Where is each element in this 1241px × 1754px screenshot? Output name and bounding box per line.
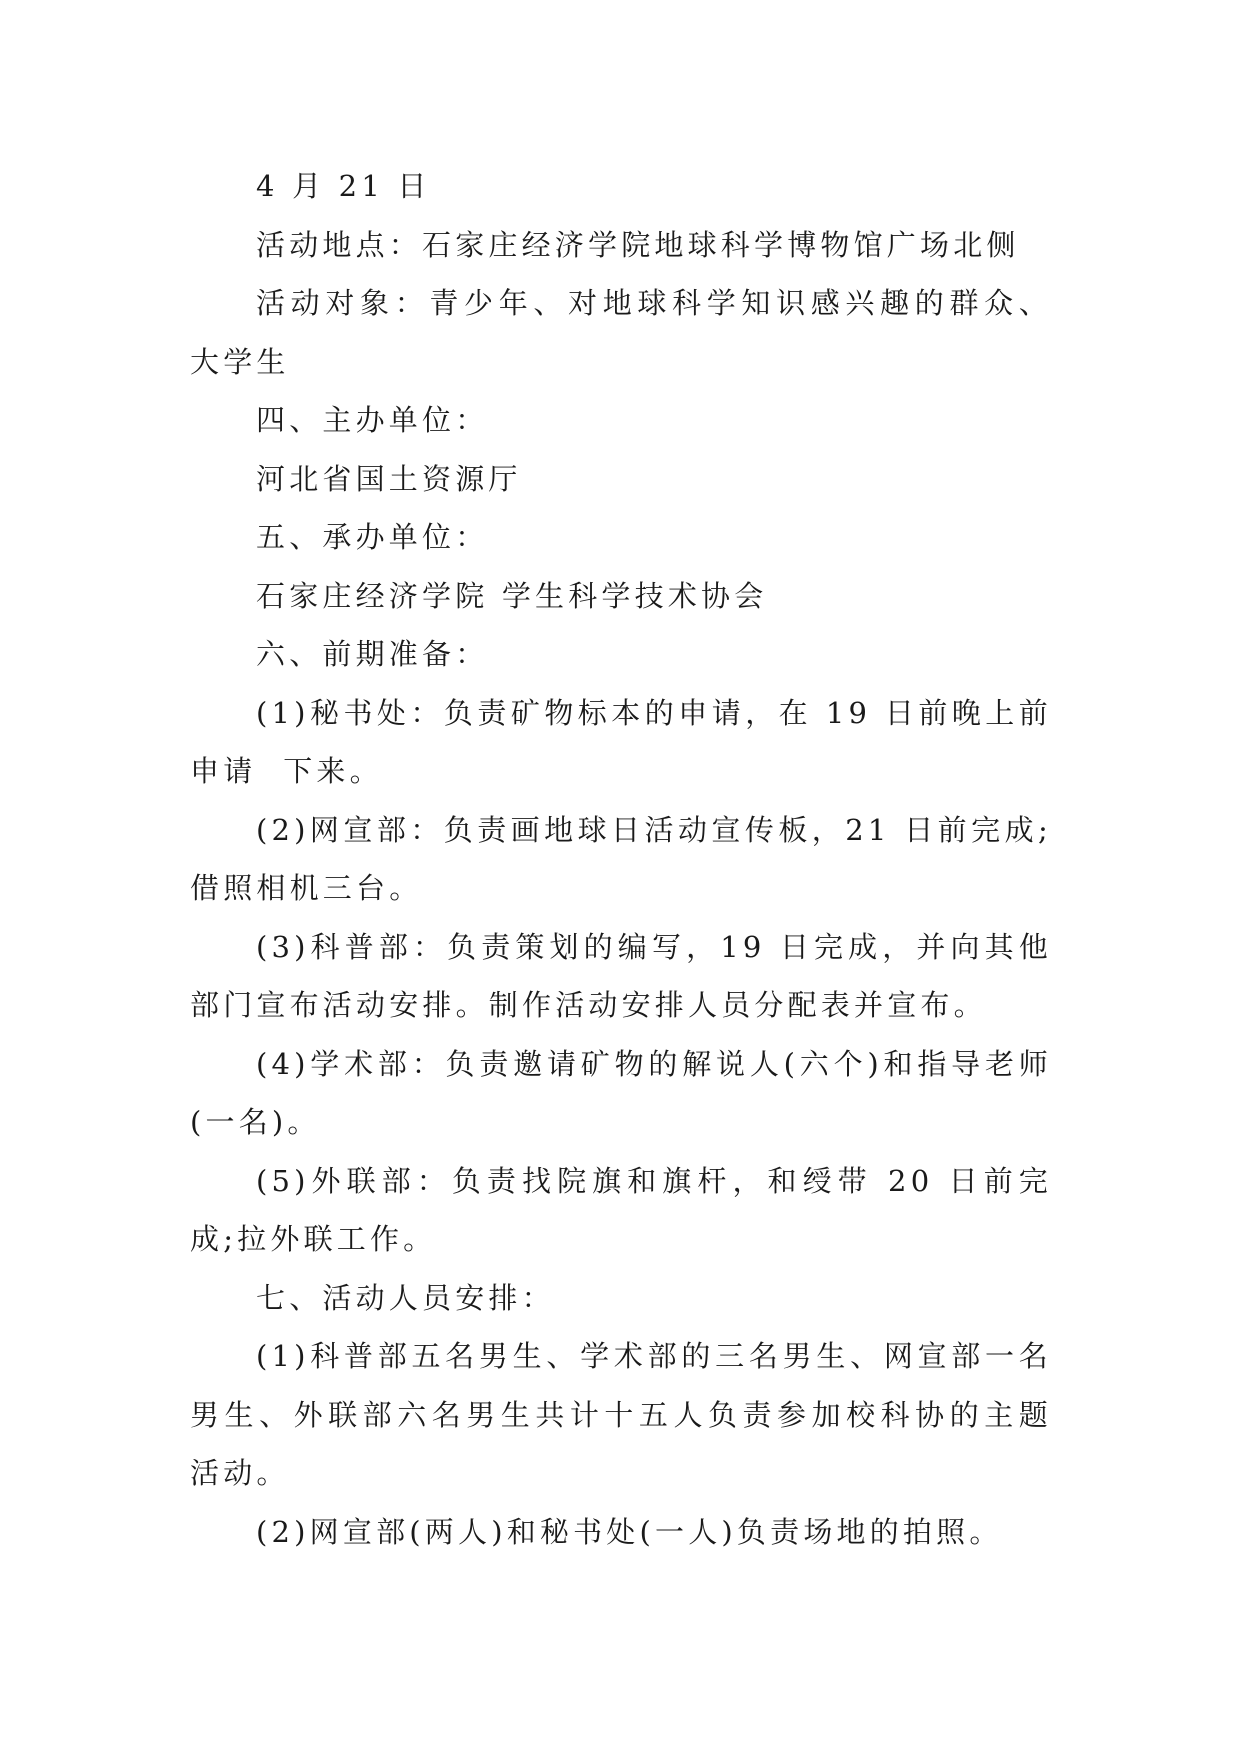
paragraph-prep-1: (1)秘书处：负责矿物标本的申请，在 19 日前晚上前申请 下来。 bbox=[190, 695, 1052, 788]
paragraph-date: 4 月 21 日 bbox=[256, 169, 431, 203]
paragraph-staff-2: (2)网宣部(两人)和秘书处(一人)负责场地的拍照。 bbox=[256, 1514, 1003, 1549]
paragraph-location: 活动地点：石家庄经济学院地球科学博物馆广场北侧 bbox=[256, 227, 1020, 262]
paragraph-prep-3: (3)科普部：负责策划的编写，19 日完成，并向其他部门宣布活动安排。制作活动安排人员分配表并宣布。 bbox=[190, 929, 1052, 1022]
paragraph-audience: 活动对象：青少年、对地球科学知识感兴趣的群众、大学生 bbox=[190, 286, 1052, 379]
heading-organizer: 四、主办单位： bbox=[256, 403, 489, 437]
paragraph-prep-5: (5)外联部：负责找院旗和旗杆，和绶带 20 日前完成;拉外联工作。 bbox=[190, 1163, 1052, 1256]
document-body bbox=[190, 157, 1052, 1561]
heading-preparation: 六、前期准备： bbox=[256, 637, 489, 671]
paragraph-prep-2: (2)网宣部：负责画地球日活动宣传板，21 日前完成;借照相机三台。 bbox=[190, 812, 1052, 905]
heading-co-organizer: 五、承办单位： bbox=[256, 520, 489, 554]
paragraph-co-organizer: 石家庄经济学院 学生科学技术协会 bbox=[256, 578, 768, 613]
paragraph-staff-1: (1)科普部五名男生、学术部的三名男生、网宣部一名男生、外联部六名男生共计十五人负责参加校科协的主题活动。 bbox=[190, 1339, 1052, 1490]
paragraph-organizer: 河北省国土资源厅 bbox=[256, 461, 522, 496]
paragraph-prep-4: (4)学术部：负责邀请矿物的解说人(六个)和指导老师(一名)。 bbox=[190, 1046, 1052, 1139]
heading-staffing: 七、活动人员安排： bbox=[256, 1280, 555, 1315]
